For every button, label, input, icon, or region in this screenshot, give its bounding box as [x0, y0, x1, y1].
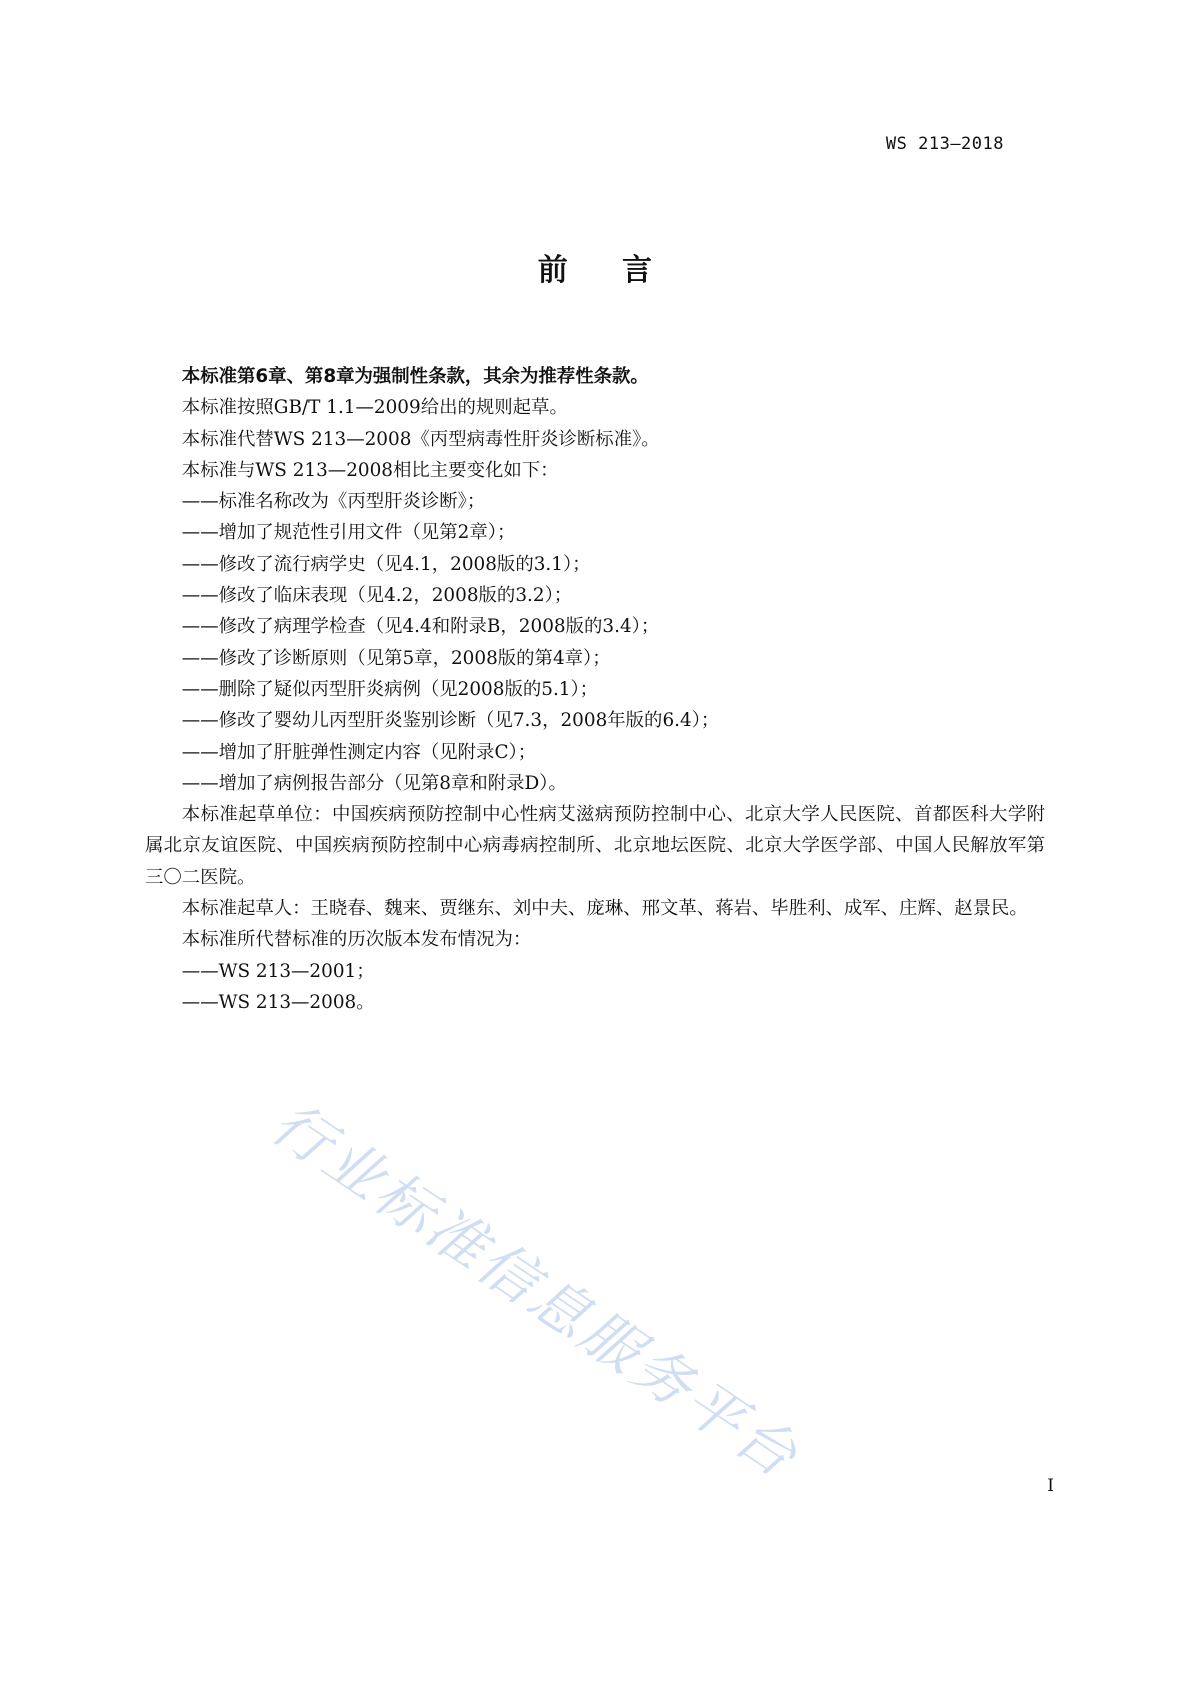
page-title-part2: 言 [622, 253, 653, 288]
change-item: ——修改了诊断原则（见第5章，2008版的第4章）； [181, 647, 611, 669]
change-item: ——修改了病理学检查（见4.4和附录B，2008版的3.4）； [181, 616, 660, 638]
drafters-paragraph: 本标准起草人：王晓春、魏来、贾继东、刘中夫、庞琳、邢文革、蒋岩、毕胜利、成军、庄辉、赵景民。 [181, 898, 1028, 920]
change-item: ——增加了病例报告部分（见第8章和附录D）。 [181, 772, 567, 794]
foreword-body [145, 361, 1045, 1018]
replacement-paragraph: 本标准代替WS 213—2008《丙型病毒性肝炎诊断标准》。 [181, 428, 660, 450]
page-number: I [1047, 1476, 1054, 1496]
watermark: 行业标准信息服务平台 [259, 1088, 812, 1492]
change-item: ——增加了肝脏弹性测定内容（见附录C）； [181, 741, 537, 763]
change-item: ——增加了规范性引用文件（见第2章）； [181, 522, 516, 544]
drafting-units-paragraph: 本标准起草单位：中国疾病预防控制中心性病艾滋病预防控制中心、北京大学人民医院、首都医科大学附属北京友谊医院、中国疾病预防控制中心病毒病控制所、北京地坛医院、北京大学医学部、中国人民解放军第三〇二医院。 [145, 804, 1045, 888]
change-item: ——删除了疑似丙型肝炎病例（见2008版的5.1）； [181, 678, 599, 700]
version-history-item: ——WS 213—2001； [181, 960, 375, 982]
change-item: ——修改了婴幼儿丙型肝炎鉴别诊断（见7.3，2008年版的6.4）； [181, 710, 720, 732]
standard-code: WS 213—2018 [885, 134, 1004, 154]
version-history-item: ——WS 213—2008。 [181, 991, 375, 1013]
page-title [0, 245, 1190, 289]
change-item: ——标准名称改为《丙型肝炎诊断》； [181, 491, 486, 513]
page-title-part1: 前 [537, 253, 568, 288]
changes-intro-paragraph: 本标准与WS 213—2008相比主要变化如下： [181, 459, 559, 481]
version-history-intro: 本标准所代替标准的历次版本发布情况为： [181, 929, 532, 951]
change-item: ——修改了临床表现（见4.2，2008版的3.2）； [181, 585, 573, 607]
mandatory-clause-statement: 本标准第6章、第8章为强制性条款，其余为推荐性条款。 [181, 366, 649, 387]
drafting-rule-paragraph: 本标准按照GB/T 1.1—2009给出的规则起草。 [181, 397, 568, 419]
change-item: ——修改了流行病学史（见4.1，2008版的3.1）； [181, 553, 591, 575]
